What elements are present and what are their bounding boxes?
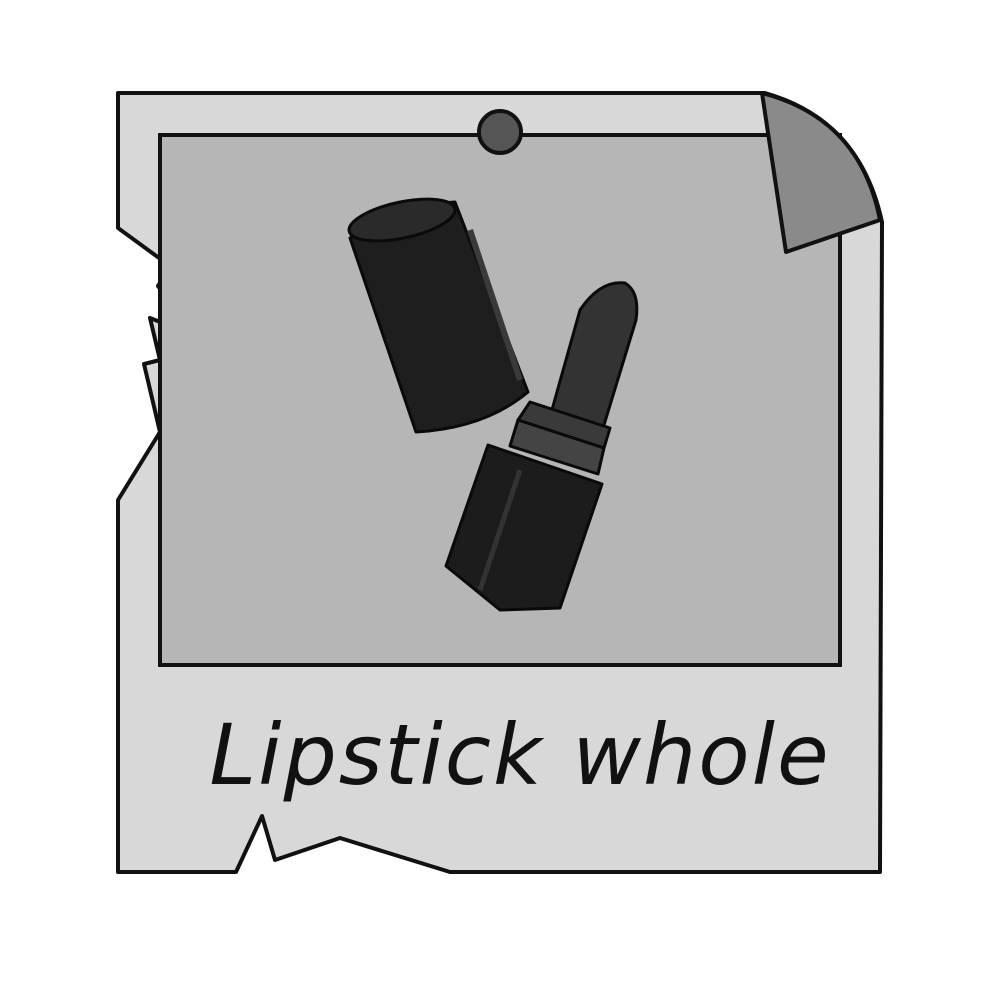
item-caption: Lipstick whole: [209, 706, 831, 804]
pushpin-icon: [479, 111, 521, 153]
